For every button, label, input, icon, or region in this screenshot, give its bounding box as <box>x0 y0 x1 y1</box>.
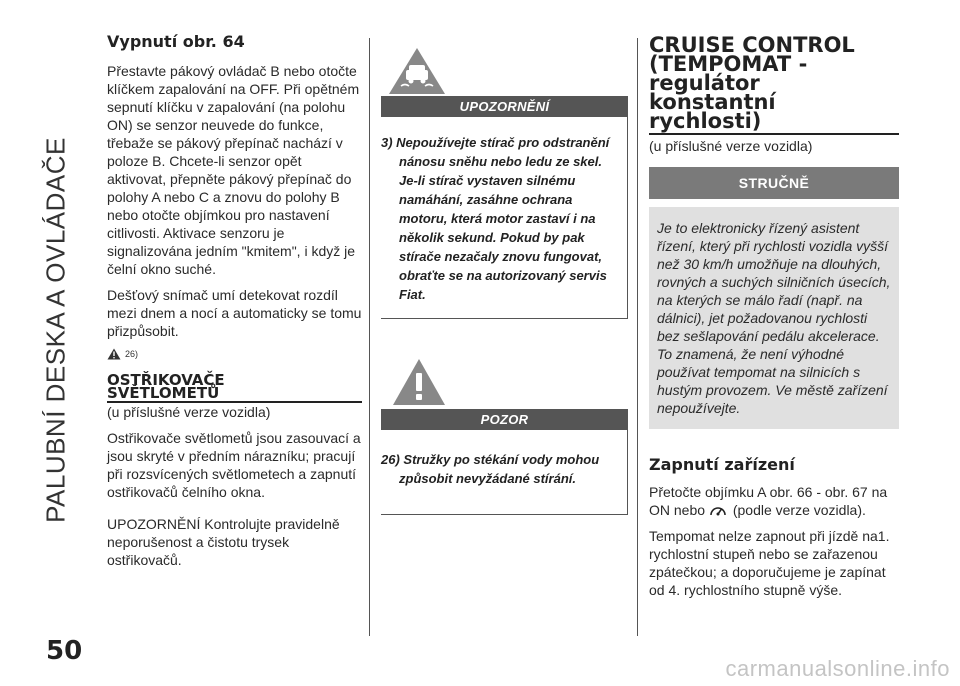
column-left <box>107 32 362 577</box>
warning-reference <box>107 348 362 360</box>
paragraph: Ostřikovače světlometů jsou zasouvací a jsou skryté v předním nárazníku; pracují při rozsvícených světlometech a zapnutí ostřikovačů čelního okna. <box>107 430 361 500</box>
paragraph-text: Přetočte objímku A obr. 66 - obr. 67 na ON nebo <box>649 484 888 518</box>
column-divider <box>369 38 370 636</box>
caution-label: POZOR <box>381 409 628 430</box>
section-heading: Zapnutí zařízení <box>649 455 795 474</box>
column-right <box>649 33 899 607</box>
notice-text: 3) Nepoužívejte stírač pro odstranění nánosu sněhu nebo ledu ze skel. Je-li stírač vystaven silnému namáhání, zasáhne ochrana motoru, která motor zastaví i na několik sekund. Pokud by pak stírače nezačaly znovu fungovat, obraťte se na autorizovaný servis Fiat. <box>381 135 610 302</box>
exclamation-warning-icon <box>391 357 451 403</box>
section-side-title: PALUBNÍ DESKA A OVLÁDAČE <box>40 137 71 523</box>
paragraph: Přestavte pákový ovládač B nebo otočte klíčkem zapalování na OFF. Při opětném sepnutí klíčku v zapalování (na polohu ON) se senzor neuvede do funkce, třebaže se pákový přepínač nachází v poloze B. Chcete-li senzor opět aktivovat, přepněte pákový přepínač do polohy A nebo C a znovu do polohy B nebo otočte objímkou pro nastavení citlivosti. Aktivace senzoru je signalizována jedním "kmitem", i když je čelní okno suché. <box>107 63 360 277</box>
notice-label: UPOZORNĚNÍ <box>381 96 628 117</box>
car-warning-icon <box>387 46 447 92</box>
paragraph-text: (podle verze vozidla). <box>732 502 866 518</box>
watermark: carmanualsonline.info <box>725 656 950 681</box>
notice-box <box>381 117 628 319</box>
caution-box <box>381 430 628 515</box>
section-heading: OSTŘIKOVAČE SVĚTLOMETŮ <box>107 374 362 403</box>
paragraph <box>649 483 899 519</box>
section-heading: Vypnutí obr. 64 <box>107 32 245 51</box>
summary-label: STRUČNĚ <box>649 167 899 199</box>
warning-triangle-icon <box>107 348 121 360</box>
reference-number: 26) <box>125 349 139 359</box>
summary-box <box>649 207 899 429</box>
page-number: 50 <box>46 636 83 666</box>
speedometer-icon <box>709 504 727 518</box>
paragraph: UPOZORNĚNÍ Kontrolujte pravidelně neporušenost a čistotu trysek ostřikovačů. <box>107 516 340 568</box>
paragraph: Tempomat nelze zapnout při jízdě na1. rychlostní stupeň nebo se zařazenou zpátečkou; a doporučujeme je zapínat od 4. rychlostního stupně výše. <box>649 528 890 598</box>
summary-text: Je to elektronicky řízený asistent řízení, který při rychlosti vozidla vyšší než 30 km/h umožňuje na dlouhých, rovných a suchých silničních úsecích, na kterých se málo řadí (např. na dálnici), jet požadovanou rychlosti bez sešlapování pedálu akcelerace. To znamená, že není výhodné používat tempomat na silnicích s hustým provozem. Ve městě zařízení nepoužívejte. <box>657 220 891 416</box>
caution-text: 26) Stružky po stékání vody mohou způsobit nevyžádané stírání. <box>381 452 600 486</box>
column-middle <box>381 32 628 515</box>
paragraph: Dešťový snímač umí detekovat rozdíl mezi dnem a nocí a automaticky se tomu přizpůsobit. <box>107 287 362 339</box>
subtitle: (u příslušné verze vozidla) <box>649 138 813 154</box>
section-heading: CRUISE CONTROL (TEMPOMAT - regulátor konstantní rychlosti) <box>649 36 899 135</box>
subtitle: (u příslušné verze vozidla) <box>107 404 271 420</box>
column-divider <box>637 38 638 636</box>
